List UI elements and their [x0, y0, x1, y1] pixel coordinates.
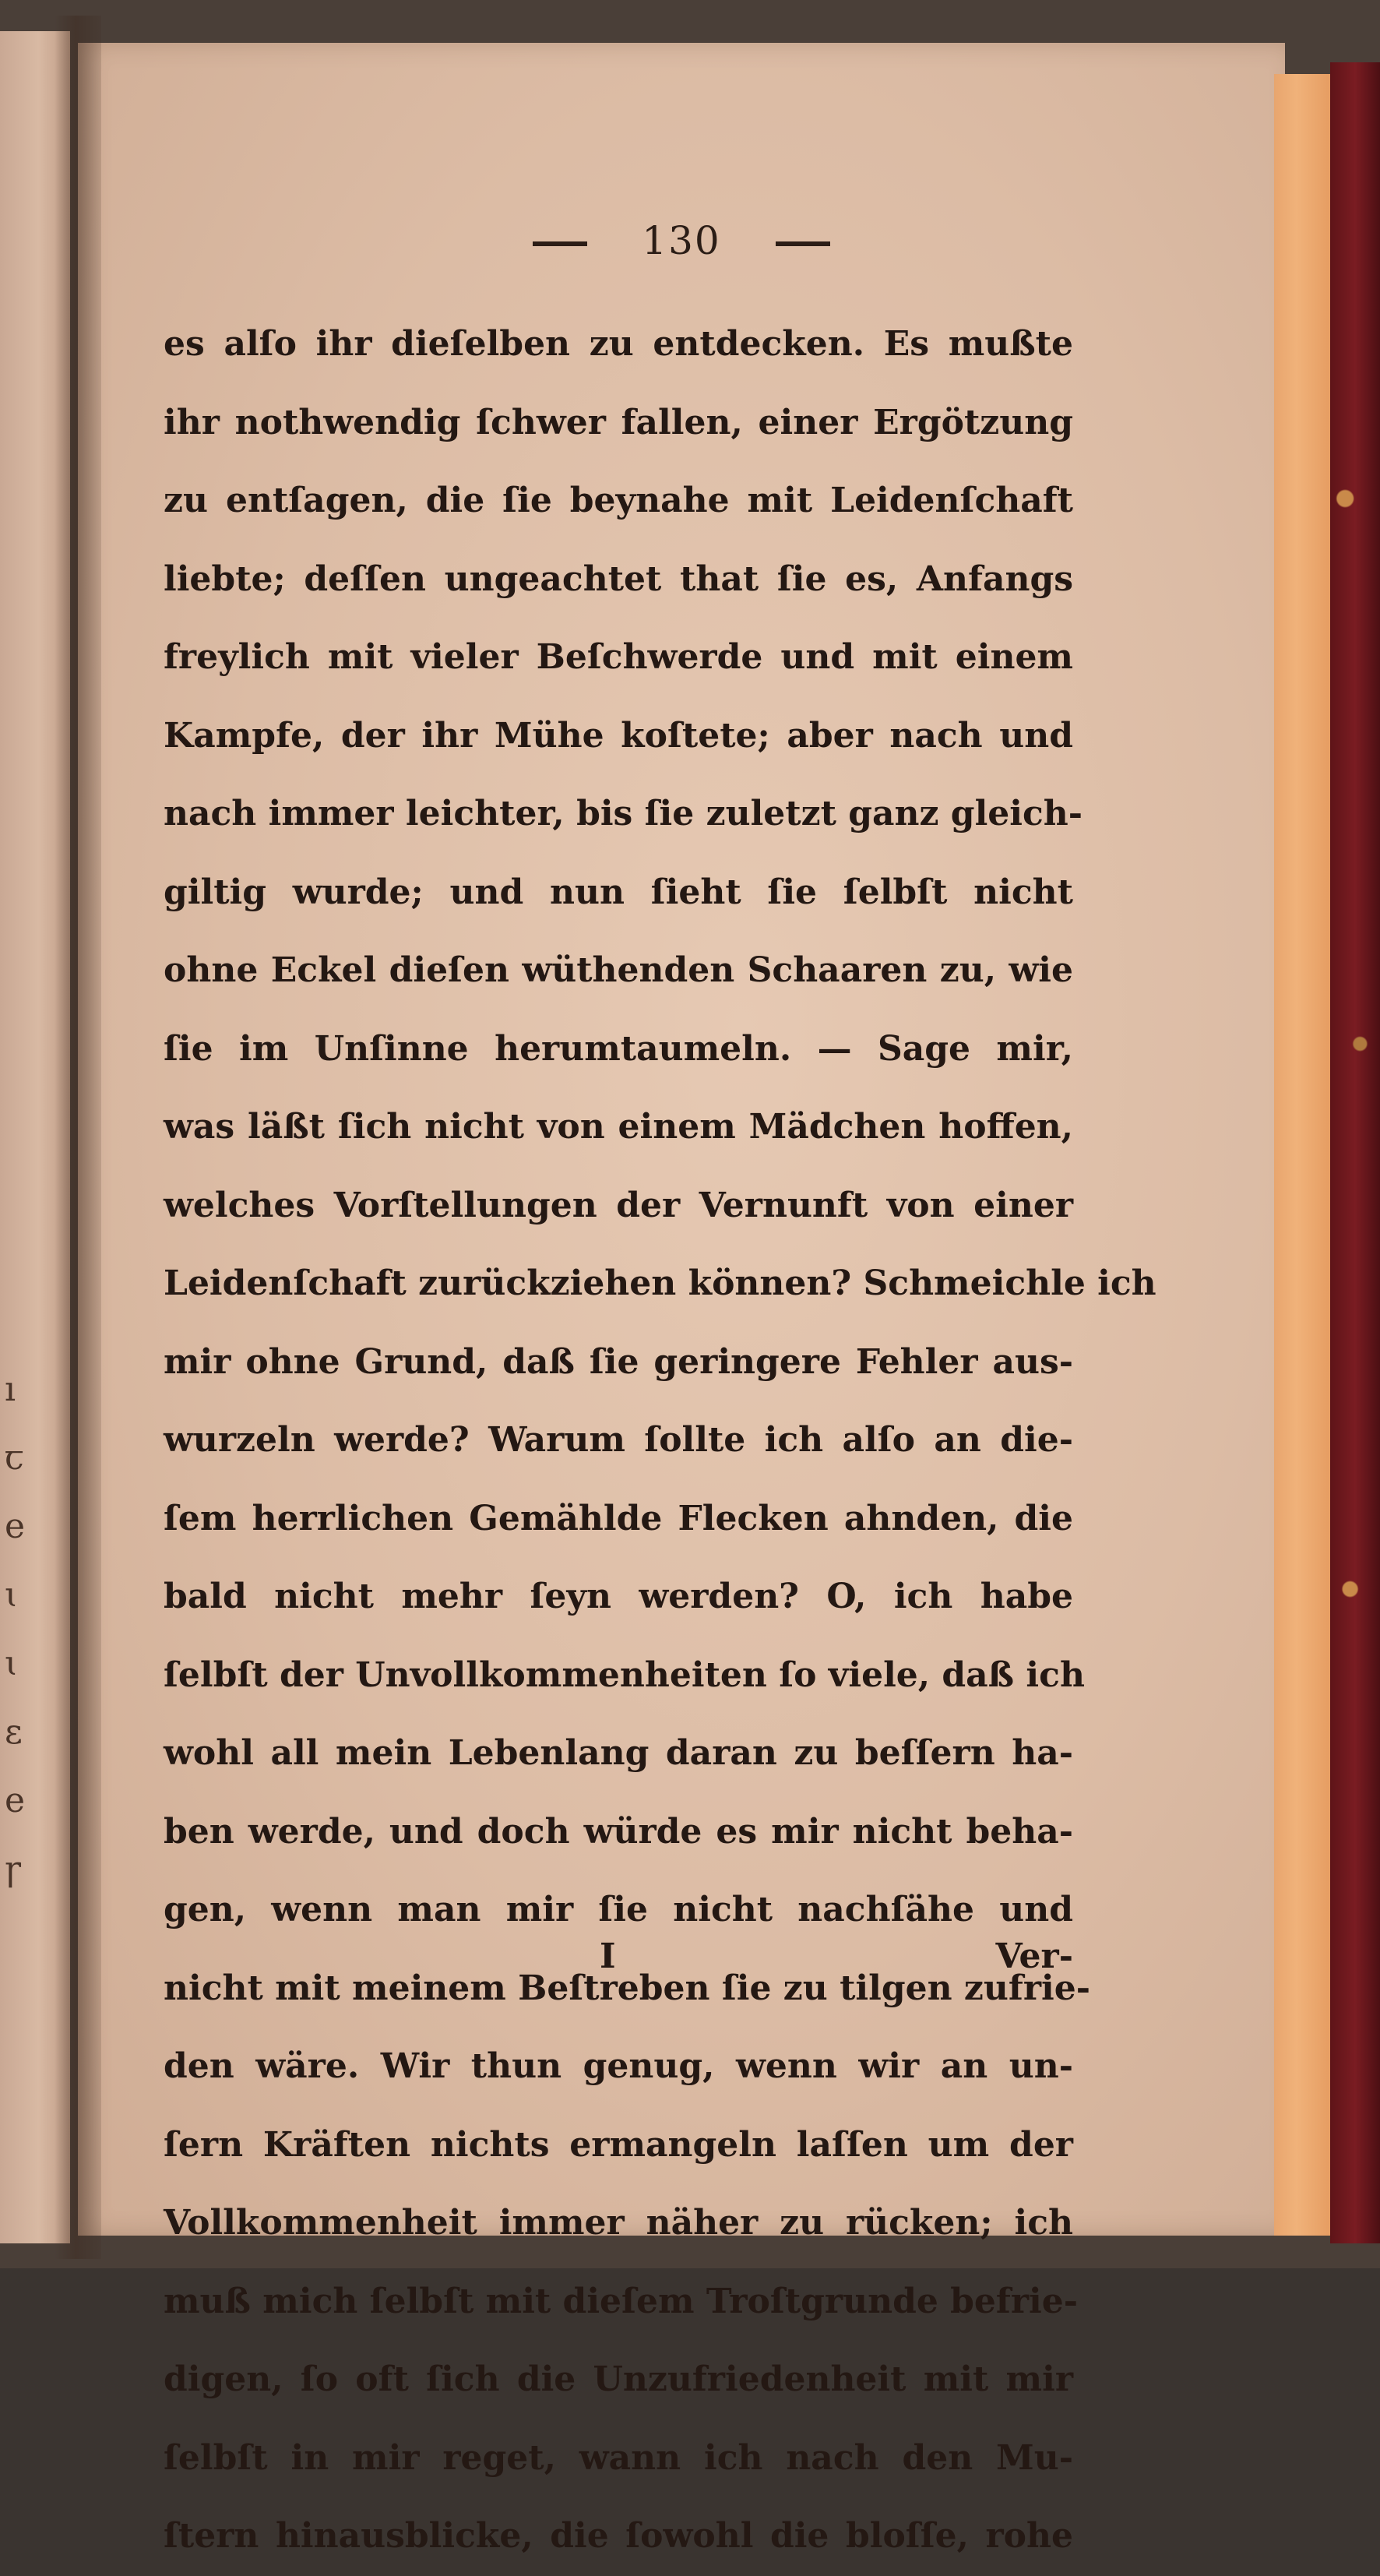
text-line: ſelbſt der Unvollkommenheiten ſo viele, daß ich [164, 1654, 1085, 1695]
text-line: was läßt ſich nicht von einem Mädchen hoffen, [164, 1107, 1073, 1147]
text-line: es alſo ihr dieſelben zu entdecken. Es mußte [164, 324, 1073, 364]
cover-board-edge [1274, 74, 1330, 2236]
signature-mark: I [600, 1936, 616, 1976]
text-line: liebte; deſſen ungeachtet that ſie es, Anfangs [164, 559, 1073, 599]
text-line: ſelbſt in mir reget, wann ich nach den Mu- [164, 2437, 1073, 2478]
text-line: gen, wenn man mir ſie nicht nachſähe und [164, 1890, 1073, 1929]
body-text [164, 305, 1156, 2576]
text-line: zu entſagen, die ſie beynahe mit Leidenſchaft [164, 481, 1073, 520]
text-line: nach immer leichter, bis ſie zuletzt ganz gleich- [164, 794, 1083, 833]
text-line: ben werde, und doch würde es mir nicht beha- [164, 1811, 1073, 1852]
text-line: den wäre. Wir thun genug, wenn wir an un- [164, 2046, 1073, 2086]
gutter-shadow [55, 16, 101, 2259]
text-line: giltig wurde; und nun ſieht ſie ſelbſt nicht [164, 872, 1073, 912]
text-line: bald nicht mehr ſeyn werden? O, ich habe [164, 1577, 1073, 1616]
header-dash-left [533, 241, 587, 246]
text-line: welches Vorſtellungen der Vernunft von einer [164, 1185, 1073, 1225]
header-dash-right [776, 241, 830, 246]
text-line: nicht mit meinem Beſtreben ſie zu tilgen zufrie- [164, 1968, 1090, 2008]
text-line: ſern Kräften nichts ermangeln laſſen um der [164, 2124, 1073, 2165]
page-header [78, 218, 1285, 280]
text-line: ohne Eckel dieſen wüthenden Schaaren zu, wie [164, 950, 1073, 990]
marbled-cover-edge [1330, 62, 1380, 2243]
page-number: 130 [642, 218, 721, 263]
text-line: ihr nothwendig ſchwer fallen, einer Ergötzung [164, 402, 1073, 442]
text-line: ſie im Unſinne herumtaumeln. — Sage mir, [164, 1028, 1073, 1069]
text-line: muß mich ſelbſt mit dieſem Troſtgrunde befrie- [164, 2281, 1078, 2321]
text-line: ſtern hinausblicke, die ſowohl die bloſſe, rohe [164, 2516, 1073, 2556]
text-line: Leidenſchaft zurückziehen können? Schmeichle ich [164, 1263, 1156, 1303]
facing-page-text-fragments: ı ꞇ e ɩ ɩ ɛ e ꞅ [5, 1369, 26, 1889]
text-line: mir ohne Grund, daß ſie geringere Fehler aus- [164, 1341, 1073, 1382]
text-line: Vollkommenheit immer näher zu rücken; ich [164, 2203, 1073, 2243]
text-line: wohl all mein Lebenlang daran zu beſſern ha- [164, 1733, 1073, 1773]
text-line: Kampfe, der ihr Mühe koſtete; aber nach und [164, 715, 1073, 756]
text-line: ſem herrlichen Gemählde Flecken ahnden, die [164, 1498, 1073, 1538]
page-footer [164, 1936, 1073, 2007]
text-line: freylich mit vieler Beſchwerde und mit einem [164, 637, 1073, 677]
text-line: digen, ſo oft ſich die Unzufriedenheit mit mir [164, 2359, 1073, 2399]
catchword: Ver- [995, 1936, 1073, 1976]
text-line: wurzeln werde? Warum ſollte ich alſo an die- [164, 1420, 1073, 1460]
